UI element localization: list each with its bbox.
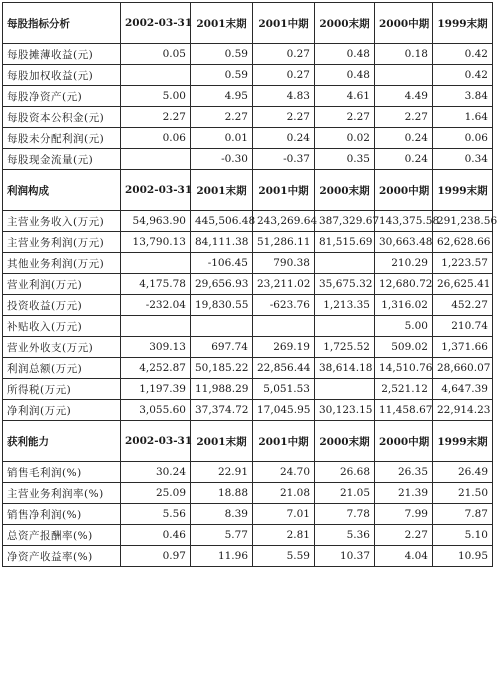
table-row <box>3 483 493 504</box>
table-row <box>3 546 493 567</box>
table-cell: 26,625.41 <box>433 274 493 295</box>
table-cell: 26.49 <box>433 462 493 483</box>
table-row <box>3 86 493 107</box>
table-cell: 23,211.02 <box>253 274 315 295</box>
table-row <box>3 128 493 149</box>
table-cell: 4,647.39 <box>433 379 493 400</box>
table-cell: 22.91 <box>191 462 253 483</box>
table-cell: 8.39 <box>191 504 253 525</box>
table-row <box>3 358 493 379</box>
table-cell: 309.13 <box>121 337 191 358</box>
table-row <box>3 44 493 65</box>
table-cell: 5.36 <box>315 525 375 546</box>
table-cell: 13,790.13 <box>121 232 191 253</box>
table-cell: 21.50 <box>433 483 493 504</box>
row-label: 营业利润(万元) <box>3 274 121 295</box>
table-cell <box>191 316 253 337</box>
table-cell: 0.06 <box>121 128 191 149</box>
table-cell: 3.84 <box>433 86 493 107</box>
table-cell: 0.05 <box>121 44 191 65</box>
table-cell: 51,286.11 <box>253 232 315 253</box>
table-cell: 697.74 <box>191 337 253 358</box>
period-header: 2001末期 <box>191 3 253 44</box>
table-cell: 0.18 <box>375 44 433 65</box>
table-cell: 21.39 <box>375 483 433 504</box>
row-label: 所得税(万元) <box>3 379 121 400</box>
table-cell: 4.49 <box>375 86 433 107</box>
row-label: 投资收益(万元) <box>3 295 121 316</box>
table-cell: 452.27 <box>433 295 493 316</box>
table-cell: 1,371.66 <box>433 337 493 358</box>
table-cell: 790.38 <box>253 253 315 274</box>
table-row <box>3 462 493 483</box>
row-label: 主营业务利润率(%) <box>3 483 121 504</box>
table-cell: 0.42 <box>433 65 493 86</box>
table-cell: 5.59 <box>253 546 315 567</box>
table-cell: 7.99 <box>375 504 433 525</box>
table-cell: -232.04 <box>121 295 191 316</box>
row-label: 主营业务收入(万元) <box>3 211 121 232</box>
period-header: 2002-03-31 <box>121 421 191 462</box>
table-cell: 19,830.55 <box>191 295 253 316</box>
table-cell: 0.01 <box>191 128 253 149</box>
period-header: 1999末期 <box>433 421 493 462</box>
table-cell: 1,197.39 <box>121 379 191 400</box>
table-cell: 3,055.60 <box>121 400 191 421</box>
row-label: 每股加权收益(元) <box>3 65 121 86</box>
table-cell: 29,656.93 <box>191 274 253 295</box>
table-cell: 38,614.18 <box>315 358 375 379</box>
table-row <box>3 316 493 337</box>
row-label: 销售毛利润(%) <box>3 462 121 483</box>
table-cell <box>253 316 315 337</box>
table-cell <box>315 379 375 400</box>
row-label: 每股现金流量(元) <box>3 149 121 170</box>
table-cell: 25.09 <box>121 483 191 504</box>
period-header: 2000中期 <box>375 421 433 462</box>
period-header: 2001中期 <box>253 421 315 462</box>
row-label: 营业外收支(万元) <box>3 337 121 358</box>
table-cell: 30,123.15 <box>315 400 375 421</box>
table-cell: 26.35 <box>375 462 433 483</box>
table-cell: -623.76 <box>253 295 315 316</box>
row-label: 主营业务利润(万元) <box>3 232 121 253</box>
table-cell: 269.19 <box>253 337 315 358</box>
table-cell: 0.24 <box>375 128 433 149</box>
table-cell: 5.10 <box>433 525 493 546</box>
row-label: 净利润(万元) <box>3 400 121 421</box>
table-cell: 84,111.38 <box>191 232 253 253</box>
table-cell: -0.30 <box>191 149 253 170</box>
table-row <box>3 379 493 400</box>
table-cell: 5.00 <box>121 86 191 107</box>
table-cell: 24.70 <box>253 462 315 483</box>
table-cell: 0.24 <box>253 128 315 149</box>
table-cell: 4.95 <box>191 86 253 107</box>
period-header: 2000中期 <box>375 170 433 211</box>
table-cell <box>375 65 433 86</box>
table-cell: 0.34 <box>433 149 493 170</box>
table-cell: 1,223.57 <box>433 253 493 274</box>
table-cell: 0.06 <box>433 128 493 149</box>
period-header: 2002-03-31 <box>121 170 191 211</box>
period-header: 1999末期 <box>433 170 493 211</box>
table-row <box>3 65 493 86</box>
period-header: 2000中期 <box>375 3 433 44</box>
table-cell: -0.37 <box>253 149 315 170</box>
table-cell: 1,316.02 <box>375 295 433 316</box>
section-title: 每股指标分析 <box>3 3 121 44</box>
table-cell: 5.77 <box>191 525 253 546</box>
section-header-row <box>3 3 493 44</box>
table-cell: 4.04 <box>375 546 433 567</box>
table-cell: 10.95 <box>433 546 493 567</box>
table-cell: 509.02 <box>375 337 433 358</box>
table-cell: 1,725.52 <box>315 337 375 358</box>
financial-indicators-table <box>2 2 497 567</box>
table-cell: 5.00 <box>375 316 433 337</box>
table-cell <box>121 149 191 170</box>
period-header: 2001中期 <box>253 3 315 44</box>
table-cell: 81,515.69 <box>315 232 375 253</box>
table-cell: 2.27 <box>375 107 433 128</box>
table-cell: 5.56 <box>121 504 191 525</box>
table-cell <box>121 253 191 274</box>
table-cell: 210.29 <box>375 253 433 274</box>
table-cell: 0.24 <box>375 149 433 170</box>
table-row <box>3 211 493 232</box>
row-label: 净资产收益率(%) <box>3 546 121 567</box>
table-cell: 445,506.48 <box>191 211 253 232</box>
table-cell: 35,675.32 <box>315 274 375 295</box>
table-cell: 0.27 <box>253 65 315 86</box>
row-label: 每股未分配利润(元) <box>3 128 121 149</box>
table-cell <box>121 316 191 337</box>
table-cell: 4.61 <box>315 86 375 107</box>
period-header: 1999末期 <box>433 3 493 44</box>
table-cell: 387,329.67 <box>315 211 375 232</box>
table-cell: 11,988.29 <box>191 379 253 400</box>
table-row <box>3 107 493 128</box>
period-header: 2000末期 <box>315 421 375 462</box>
table-cell: 14,510.76 <box>375 358 433 379</box>
table-row <box>3 295 493 316</box>
table-cell: 2.27 <box>191 107 253 128</box>
table-cell: 7.87 <box>433 504 493 525</box>
table-cell: 0.59 <box>191 65 253 86</box>
table-cell: 291,238.56 <box>433 211 493 232</box>
table-row <box>3 525 493 546</box>
section-header-row <box>3 170 493 211</box>
table-cell: 143,375.58 <box>375 211 433 232</box>
table-cell: 0.48 <box>315 44 375 65</box>
table-cell: 4,252.87 <box>121 358 191 379</box>
table-cell: 17,045.95 <box>253 400 315 421</box>
section-header-row <box>3 421 493 462</box>
table-cell <box>315 316 375 337</box>
table-cell: 11.96 <box>191 546 253 567</box>
table-cell: 21.08 <box>253 483 315 504</box>
table-cell: 22,914.23 <box>433 400 493 421</box>
table-cell: 30,663.48 <box>375 232 433 253</box>
table-row <box>3 400 493 421</box>
table-cell <box>121 65 191 86</box>
row-label: 每股净资产(元) <box>3 86 121 107</box>
period-header: 2000末期 <box>315 170 375 211</box>
table-cell <box>315 253 375 274</box>
table-cell: 0.35 <box>315 149 375 170</box>
table-cell: 1.64 <box>433 107 493 128</box>
table-row <box>3 504 493 525</box>
period-header: 2001末期 <box>191 421 253 462</box>
table-cell: 5,051.53 <box>253 379 315 400</box>
period-header: 2000末期 <box>315 3 375 44</box>
table-row <box>3 274 493 295</box>
table-cell: 54,963.90 <box>121 211 191 232</box>
row-label: 利润总额(万元) <box>3 358 121 379</box>
table-cell: 22,856.44 <box>253 358 315 379</box>
table-row <box>3 253 493 274</box>
table-cell: 50,185.22 <box>191 358 253 379</box>
table-cell: 7.01 <box>253 504 315 525</box>
period-header: 2001中期 <box>253 170 315 211</box>
table-cell: 0.27 <box>253 44 315 65</box>
table-cell: 4,175.78 <box>121 274 191 295</box>
table-cell: 28,660.07 <box>433 358 493 379</box>
table-cell: -106.45 <box>191 253 253 274</box>
table-cell: 11,458.67 <box>375 400 433 421</box>
row-label: 其他业务利润(万元) <box>3 253 121 274</box>
row-label: 销售净利润(%) <box>3 504 121 525</box>
table-cell: 4.83 <box>253 86 315 107</box>
row-label: 每股摊薄收益(元) <box>3 44 121 65</box>
table-cell: 2.27 <box>253 107 315 128</box>
table-row <box>3 232 493 253</box>
table-cell: 2.27 <box>375 525 433 546</box>
row-label: 补贴收入(万元) <box>3 316 121 337</box>
table-cell: 2,521.12 <box>375 379 433 400</box>
row-label: 总资产报酬率(%) <box>3 525 121 546</box>
table-cell: 0.97 <box>121 546 191 567</box>
table-row <box>3 337 493 358</box>
table-cell: 62,628.66 <box>433 232 493 253</box>
table-cell: 18.88 <box>191 483 253 504</box>
table-cell: 21.05 <box>315 483 375 504</box>
table-cell: 12,680.72 <box>375 274 433 295</box>
table-cell: 26.68 <box>315 462 375 483</box>
table-cell: 1,213.35 <box>315 295 375 316</box>
table-cell: 210.74 <box>433 316 493 337</box>
table-cell: 0.02 <box>315 128 375 149</box>
section-title: 获利能力 <box>3 421 121 462</box>
table-cell: 0.42 <box>433 44 493 65</box>
table-cell: 243,269.64 <box>253 211 315 232</box>
table-cell: 0.48 <box>315 65 375 86</box>
row-label: 每股资本公积金(元) <box>3 107 121 128</box>
table-cell: 37,374.72 <box>191 400 253 421</box>
table-cell: 7.78 <box>315 504 375 525</box>
table-cell: 2.81 <box>253 525 315 546</box>
period-header: 2001末期 <box>191 170 253 211</box>
table-cell: 0.59 <box>191 44 253 65</box>
table-cell: 2.27 <box>315 107 375 128</box>
section-title: 利润构成 <box>3 170 121 211</box>
table-cell: 10.37 <box>315 546 375 567</box>
table-cell: 30.24 <box>121 462 191 483</box>
period-header: 2002-03-31 <box>121 3 191 44</box>
table-row <box>3 149 493 170</box>
table-cell: 0.46 <box>121 525 191 546</box>
table-body <box>3 3 497 567</box>
table-cell: 2.27 <box>121 107 191 128</box>
